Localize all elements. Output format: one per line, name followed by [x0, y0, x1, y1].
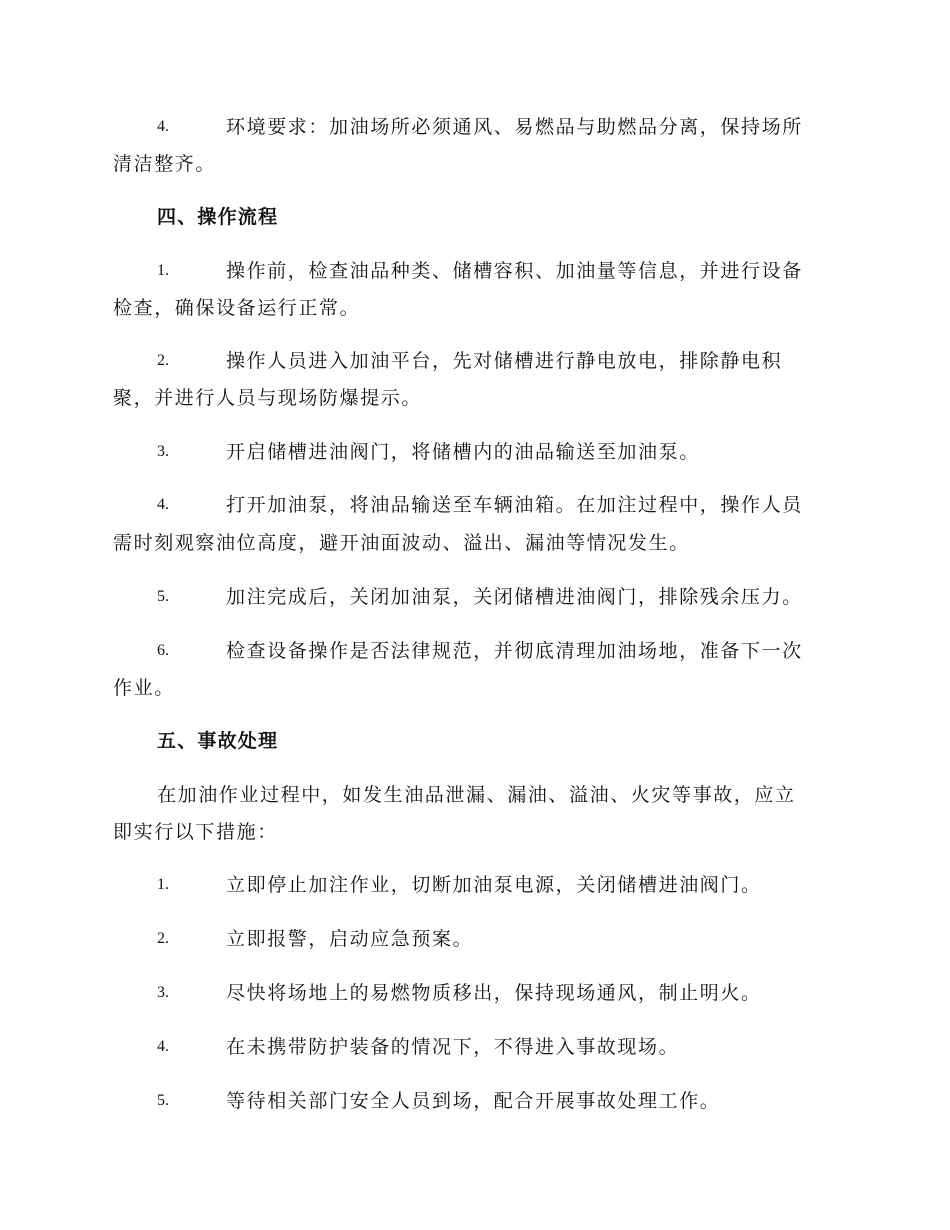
list-item-number: 4.	[157, 118, 169, 135]
list-item-text: 清洁整齐。	[113, 153, 217, 175]
list-item-number: 2.	[157, 930, 169, 947]
list-item-text: 操作前，检查油品种类、储槽容积、加油量等信息，并进行设备	[226, 260, 803, 282]
list-item-number: 5.	[157, 588, 169, 605]
list-item-text: 等待相关部门安全人员到场，配合开展事故处理工作。	[226, 1090, 721, 1112]
list-item-number: 4.	[157, 496, 169, 513]
list-item-text: 加注完成后，关闭加油泵，关闭储槽进油阀门，排除残余压力。	[226, 586, 803, 608]
list-item-number: 1.	[157, 876, 169, 893]
list-item-text: 立即报警，启动应急预案。	[226, 928, 474, 950]
list-item-text: 需时刻观察油位高度，避开油面波动、溢出、漏油等情况发生。	[113, 532, 690, 554]
section-heading-text: 四、操作流程	[157, 206, 279, 228]
list-item-number: 3.	[157, 984, 169, 1001]
paragraph-text: 在加油作业过程中，如发生油品泄漏、漏油、溢油、火灾等事故，应立	[157, 784, 796, 806]
list-item-text: 检查设备操作是否法律规范，并彻底清理加油场地，准备下一次	[226, 640, 803, 662]
list-item-number: 6.	[157, 642, 169, 659]
section-heading-text: 五、事故处理	[157, 730, 279, 752]
list-item-text: 检查，确保设备运行正常。	[113, 297, 361, 319]
list-item-number: 4.	[157, 1038, 169, 1055]
list-item-text: 打开加油泵，将油品输送至车辆油箱。在加注过程中，操作人员	[226, 494, 803, 516]
list-item-text: 聚，并进行人员与现场防爆提示。	[113, 387, 423, 409]
list-item-number: 5.	[157, 1092, 169, 1109]
list-item-text: 环境要求：加油场所必须通风、易燃品与助燃品分离，保持场所	[226, 116, 803, 138]
list-item-text: 尽快将场地上的易燃物质移出，保持现场通风，制止明火。	[226, 982, 762, 1004]
list-item-number: 3.	[157, 443, 169, 460]
list-item-text: 开启储槽进油阀门，将储槽内的油品输送至加油泵。	[226, 441, 700, 463]
list-item-text: 操作人员进入加油平台，先对储槽进行静电放电，排除静电积	[226, 350, 783, 372]
list-item-number: 2.	[157, 352, 169, 369]
list-item-text: 作业。	[113, 677, 175, 699]
paragraph-text: 即实行以下措施：	[113, 821, 278, 843]
list-item-text: 在未携带防护装备的情况下，不得进入事故现场。	[226, 1036, 680, 1058]
list-item-number: 1.	[157, 262, 169, 279]
list-item-text: 立即停止加注作业，切断加油泵电源，关闭储槽进油阀门。	[226, 874, 762, 896]
